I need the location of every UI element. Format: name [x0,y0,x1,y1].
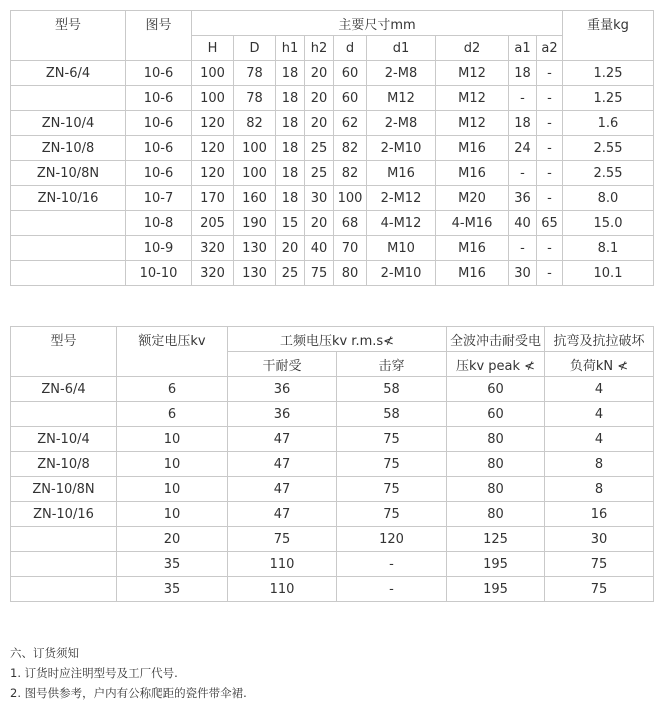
table-cell: 82 [334,136,367,161]
table-row [11,452,654,477]
header-drawing-no: 图号 [126,11,192,61]
table-cell: 58 [337,402,447,427]
table-cell: 15 [276,211,305,236]
header-bending-load: 抗弯及抗拉破坏 [545,327,654,352]
table-cell: 120 [192,136,234,161]
table-row [11,477,654,502]
table-cell: 47 [228,477,337,502]
table-cell: 36 [228,402,337,427]
table-row [11,527,654,552]
table-cell: 10 [117,502,228,527]
table-cell: 130 [234,236,276,261]
table-cell: 170 [192,186,234,211]
table-cell: 75 [337,427,447,452]
table-cell [11,211,126,236]
table-cell: 4-M12 [367,211,436,236]
table-cell: - [337,577,447,602]
table-cell: 16 [545,502,654,527]
table-cell: 47 [228,427,337,452]
table-cell: M16 [436,261,509,286]
table-cell: - [537,136,563,161]
header-a1: a1 [509,36,537,61]
table-cell: 25 [276,261,305,286]
table-cell: M16 [436,136,509,161]
table-cell: ZN-10/8 [11,136,126,161]
table-cell: 60 [334,86,367,111]
table-row [11,86,654,111]
table-cell: ZN-10/8 [11,452,117,477]
table-cell: 125 [447,527,545,552]
table-cell: 100 [192,61,234,86]
table-cell: 110 [228,577,337,602]
table-cell: 15.0 [563,211,654,236]
table-cell: 20 [117,527,228,552]
header-bending-load-cont: 负荷kN ≮ [545,352,654,377]
table-cell: 2-M8 [367,61,436,86]
table-cell: M10 [367,236,436,261]
table-cell: 120 [192,161,234,186]
table-cell: 75 [545,577,654,602]
table-cell: 205 [192,211,234,236]
header-d1: d1 [367,36,436,61]
table-cell: 4-M16 [436,211,509,236]
table-row [11,186,654,211]
table-cell: M16 [367,161,436,186]
table-cell: 320 [192,236,234,261]
table-cell: 2-M8 [367,111,436,136]
table-cell: 68 [334,211,367,236]
table-cell: 2-M10 [367,136,436,161]
table-cell: - [537,61,563,86]
header-H: H [192,36,234,61]
table-cell: 30 [305,186,334,211]
table-cell: 4 [545,427,654,452]
table-cell: 80 [447,427,545,452]
table-cell: 8 [545,452,654,477]
table-cell: ZN-6/4 [11,61,126,86]
table-cell: 10-6 [126,61,192,86]
table-cell: 100 [334,186,367,211]
table-cell: 10.1 [563,261,654,286]
header-breakdown: 击穿 [337,352,447,377]
table-cell: 2.55 [563,136,654,161]
table-cell: 62 [334,111,367,136]
table-cell: 2-M10 [367,261,436,286]
table-cell: 58 [337,377,447,402]
header-h2: h2 [305,36,334,61]
table-cell: M12 [436,86,509,111]
table-cell: 320 [192,261,234,286]
table-cell: 2-M12 [367,186,436,211]
table-cell: ZN-10/16 [11,186,126,211]
table-cell: ZN-6/4 [11,377,117,402]
table-cell: 80 [334,261,367,286]
table-cell: 20 [305,111,334,136]
table-cell: 75 [337,452,447,477]
header-impulse-voltage: 全波冲击耐受电 [447,327,545,352]
table-cell: 10-7 [126,186,192,211]
table-cell: 120 [337,527,447,552]
table-cell [11,577,117,602]
table-cell [11,527,117,552]
table-cell: 82 [234,111,276,136]
table-cell: 18 [276,186,305,211]
table-row [11,427,654,452]
table-cell: ZN-10/8N [11,161,126,186]
table-cell: 8.1 [563,236,654,261]
table-cell: 10-10 [126,261,192,286]
table-cell [11,402,117,427]
table-row [11,261,654,286]
table-row [11,111,654,136]
table-row [11,402,654,427]
table-row [11,502,654,527]
table-row [11,236,654,261]
table-cell: ZN-10/8N [11,477,117,502]
table-cell: 18 [276,111,305,136]
table-cell: 110 [228,552,337,577]
table-cell: 20 [305,211,334,236]
table-cell: 75 [337,477,447,502]
table-cell: 18 [509,111,537,136]
table-cell: - [537,86,563,111]
header-main-dimensions: 主要尺寸mm [192,11,563,36]
table-row [11,377,654,402]
table-cell: 10-6 [126,86,192,111]
table-cell: 100 [192,86,234,111]
table-cell: M12 [367,86,436,111]
table-cell: 195 [447,577,545,602]
table-cell: 8 [545,477,654,502]
table-cell: 1.25 [563,86,654,111]
table-cell: 25 [305,136,334,161]
table-cell: 18 [276,136,305,161]
table-cell: 40 [509,211,537,236]
header-rated-voltage: 额定电压kv [117,327,228,377]
table-cell: 80 [447,477,545,502]
table-cell: 20 [305,61,334,86]
table-cell: 100 [234,161,276,186]
table-cell: 78 [234,61,276,86]
table-cell: ZN-10/16 [11,502,117,527]
table-cell: 75 [545,552,654,577]
table-cell: 4 [545,402,654,427]
table-cell: 6 [117,402,228,427]
table-row [11,577,654,602]
table-cell: 35 [117,552,228,577]
table-cell: 160 [234,186,276,211]
table-cell: - [509,236,537,261]
table-cell: M20 [436,186,509,211]
table-cell: M12 [436,111,509,136]
table-cell: 8.0 [563,186,654,211]
table-cell: M16 [436,236,509,261]
header-model: 型号 [11,11,126,61]
table-cell: 36 [228,377,337,402]
table-row [11,211,654,236]
table-cell: 47 [228,502,337,527]
table-cell: - [537,261,563,286]
table-cell: 6 [117,377,228,402]
table-cell: 10-6 [126,111,192,136]
ordering-notes [10,643,247,703]
header-weight: 重量kg [563,11,654,61]
table-cell: - [337,552,447,577]
table-cell: 80 [447,502,545,527]
table-cell: 60 [334,61,367,86]
table-row [11,136,654,161]
table-cell: 18 [509,61,537,86]
table-cell: 10-8 [126,211,192,236]
table-cell: 60 [447,377,545,402]
table-cell: 10 [117,427,228,452]
table-cell: 82 [334,161,367,186]
table-cell: 78 [234,86,276,111]
header-power-frequency-voltage: 工频电压kv r.m.s≮ [228,327,447,352]
table-cell: 80 [447,452,545,477]
table-cell: 40 [305,236,334,261]
table-row [11,61,654,86]
header-h1: h1 [276,36,305,61]
notes-heading: 六、订货须知 [10,646,79,660]
header-D: D [234,36,276,61]
table-cell: 20 [305,86,334,111]
table-cell: 2.55 [563,161,654,186]
header-a2: a2 [537,36,563,61]
table-cell: 10 [117,452,228,477]
table-cell: 1.6 [563,111,654,136]
header-dry-withstand: 干耐受 [228,352,337,377]
table-cell [11,552,117,577]
table-cell: 4 [545,377,654,402]
notes-line-2: 2. 图号供参考，户内有公称爬距的瓷件带伞裙. [10,686,247,700]
table-row [11,161,654,186]
table-cell: 35 [117,577,228,602]
table-cell: 1.25 [563,61,654,86]
table-cell: 18 [276,61,305,86]
header-model: 型号 [11,327,117,377]
table-cell: 75 [305,261,334,286]
table-cell: 10-9 [126,236,192,261]
table-cell: 130 [234,261,276,286]
table-cell: M12 [436,61,509,86]
header-d2: d2 [436,36,509,61]
table-cell: 60 [447,402,545,427]
header-d: d [334,36,367,61]
table-cell: 100 [234,136,276,161]
table-cell: 10 [117,477,228,502]
table-cell: ZN-10/4 [11,427,117,452]
table-cell: 36 [509,186,537,211]
notes-line-1: 1. 订货时应注明型号及工厂代号. [10,666,178,680]
table-cell: 18 [276,161,305,186]
table-cell: - [537,111,563,136]
dimensions-table [10,10,654,286]
table-cell: - [537,161,563,186]
table-cell: 70 [334,236,367,261]
table-cell: 10-6 [126,161,192,186]
table-cell: 25 [305,161,334,186]
table-cell: ZN-10/4 [11,111,126,136]
table-cell: 24 [509,136,537,161]
table-cell [11,236,126,261]
table-cell [11,86,126,111]
header-impulse-voltage-cont: 压kv peak ≮ [447,352,545,377]
table-cell: 30 [545,527,654,552]
table-cell: 30 [509,261,537,286]
table-cell: - [537,236,563,261]
table-row [11,552,654,577]
table-cell: 20 [276,236,305,261]
table-cell: 195 [447,552,545,577]
table-cell: 75 [337,502,447,527]
table-cell: M16 [436,161,509,186]
electrical-table [10,326,654,602]
table-cell: 47 [228,452,337,477]
table-cell: - [537,186,563,211]
table-cell: - [509,86,537,111]
table-cell: 18 [276,86,305,111]
table-cell: 65 [537,211,563,236]
table-cell: 10-6 [126,136,192,161]
table-cell: 75 [228,527,337,552]
table-cell: 120 [192,111,234,136]
table-cell: 190 [234,211,276,236]
table-cell [11,261,126,286]
table-cell: - [509,161,537,186]
